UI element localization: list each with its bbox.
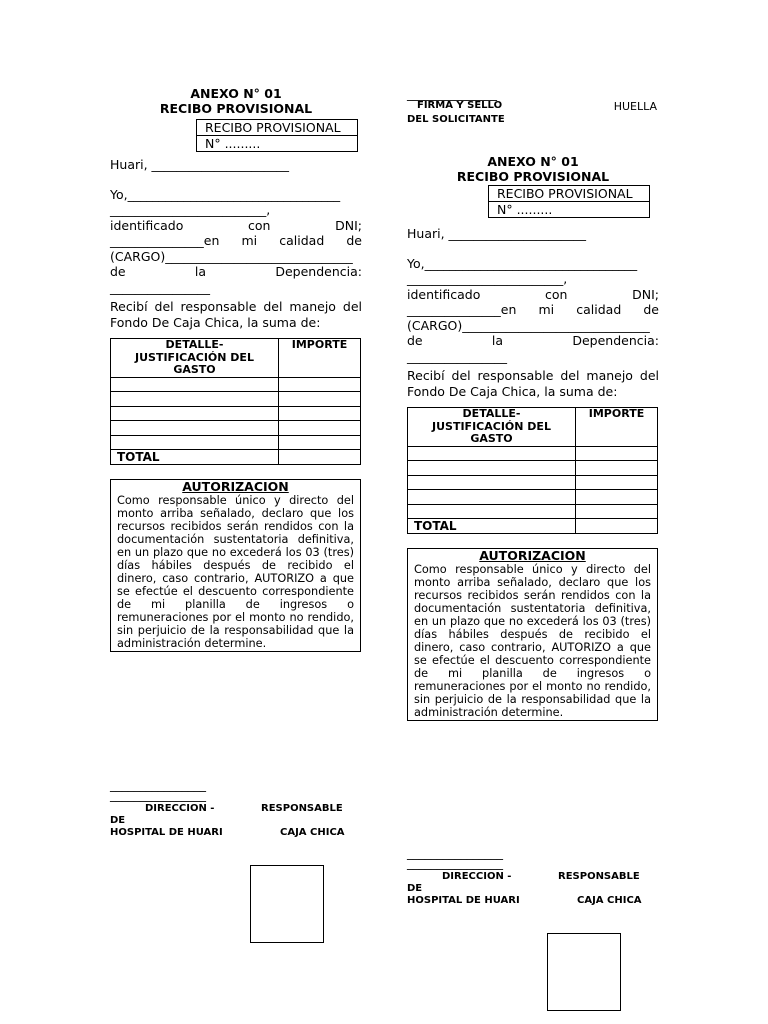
caja-chica-label: CAJA CHICA [280,827,345,838]
total-label: TOTAL [408,519,576,534]
hospital-label: HOSPITAL DE HUARI [110,827,223,838]
table-row[interactable] [111,435,361,450]
detalle-header: DETALLE- JUSTIFICACIÓN DEL GASTO [408,408,576,447]
table-row[interactable] [111,406,361,421]
recibi-text: Recibí del responsable del manejo del Fondo De Caja Chica, la suma de: [110,299,362,330]
expense-table [110,338,361,465]
receipt-number-field[interactable]: N° ......... [205,136,261,151]
identificado-line: identificado con DNI; [110,217,362,233]
receipt-number-box [488,185,650,218]
fingerprint-box [250,865,324,943]
huella-label: HUELLA [613,100,657,113]
dependencia-line: de la Dependencia: [110,264,362,279]
table-row[interactable] [408,475,658,490]
firma-header-right [407,88,659,126]
autorizacion-text: Como responsable único y directo del monto arriba señalado, declaro que los recursos recibidos serán rendidos con la documentación sustentatoria definitiva, en un plazo que no excederá los 03 (tres) días hábiles después de recibido el dinero, caso contrario, AUTORIZO a que se efectúe el descuento correspondiente de mi planilla de ingresos o remuneraciones por el monto no rendido, sin perjuicio de la responsabilidad que la administración determine. [414,563,651,719]
caja-chica-label: CAJA CHICA [577,895,642,906]
receipt-box-label: RECIBO PROVISIONAL [197,120,357,136]
detalle-header: DETALLE- JUSTIFICACIÓN DEL GASTO [111,339,279,378]
table-row[interactable] [111,421,361,436]
total-row [111,450,361,465]
autorizacion-title: AUTORIZACION [479,548,586,563]
autorizacion-box [110,479,361,652]
receipt-form-left [110,86,362,652]
importe-header: IMPORTE [576,408,658,447]
signature-line[interactable]: ________________ [110,778,206,792]
receipt-form-right [407,154,659,721]
huari-date-line[interactable]: Huari, ______________________ [407,226,587,241]
signature-line[interactable]: ________________ [407,856,503,870]
de-label: DE [110,815,126,826]
table-row[interactable] [408,446,658,461]
signature-line[interactable]: ________________ [407,846,503,860]
calidad-line[interactable]: _______________en mi calidad de [407,302,659,317]
total-value[interactable] [279,450,361,465]
signature-block-right [407,848,659,907]
receipt-number-box [196,119,358,152]
importe-header: IMPORTE [279,339,361,378]
firma-label: FIRMA Y SELLO [417,100,503,111]
table-row[interactable] [408,490,658,505]
dependencia-blank[interactable]: ________________ [407,348,507,364]
fingerprint-box [547,933,621,1011]
hospital-label: HOSPITAL DE HUARI [407,895,520,906]
anexo-title: ANEXO N° 01 [487,154,579,169]
receipt-box-label: RECIBO PROVISIONAL [489,186,649,202]
huari-date-line[interactable]: Huari, ______________________ [110,157,290,172]
total-value[interactable] [576,519,658,534]
cargo-line[interactable]: (CARGO)______________________________ [407,317,650,333]
de-label: DE [407,883,423,894]
recibo-title: RECIBO PROVISIONAL [456,169,610,184]
recibo-title: RECIBO PROVISIONAL [159,101,313,116]
name-continuation-line[interactable]: _________________________, [110,202,271,217]
direccion-label: DIRECCION - [145,803,215,814]
responsable-label: RESPONSABLE [261,803,343,814]
solicitante-label: DEL SOLICITANTE [407,114,505,125]
total-label: TOTAL [111,450,279,465]
autorizacion-text: Como responsable único y directo del monto arriba señalado, declaro que los recursos recibidos serán rendidos con la documentación sustentatoria definitiva, en un plazo que no excederá los 03 (tres) días hábiles después de recibido el dinero, caso contrario, AUTORIZO a que se efectúe el descuento correspondiente de mi planilla de ingresos o remuneraciones por el monto no rendido, sin perjuicio de la responsabilidad que la administración determine. [117,494,354,650]
table-row[interactable] [408,461,658,476]
expense-table [407,407,658,534]
dependencia-blank[interactable]: ________________ [110,279,210,295]
cargo-line[interactable]: (CARGO)______________________________ [110,248,353,264]
direccion-label: DIRECCION - [442,871,512,882]
calidad-line[interactable]: _______________en mi calidad de [110,233,362,248]
name-continuation-line[interactable]: _________________________, [407,271,568,286]
autorizacion-title: AUTORIZACION [182,479,289,494]
table-row[interactable] [111,377,361,392]
signature-line[interactable]: ________________ [110,788,206,802]
total-row [408,519,658,534]
table-row[interactable] [111,392,361,407]
responsable-label: RESPONSABLE [558,871,640,882]
recibi-text: Recibí del responsable del manejo del Fondo De Caja Chica, la suma de: [407,368,659,399]
yo-name-line[interactable]: Yo,__________________________________ [407,255,638,271]
receipt-number-field[interactable]: N° ......... [497,202,553,217]
table-header [111,339,361,378]
anexo-title: ANEXO N° 01 [190,86,282,101]
table-header [408,408,658,447]
table-row[interactable] [408,504,658,519]
signature-block-left [110,780,362,839]
yo-name-line[interactable]: Yo,__________________________________ [110,186,341,202]
firma-line[interactable]: _______________ [407,87,497,101]
dependencia-line: de la Dependencia: [407,333,659,348]
identificado-line: identificado con DNI; [407,286,659,302]
autorizacion-box [407,548,658,721]
